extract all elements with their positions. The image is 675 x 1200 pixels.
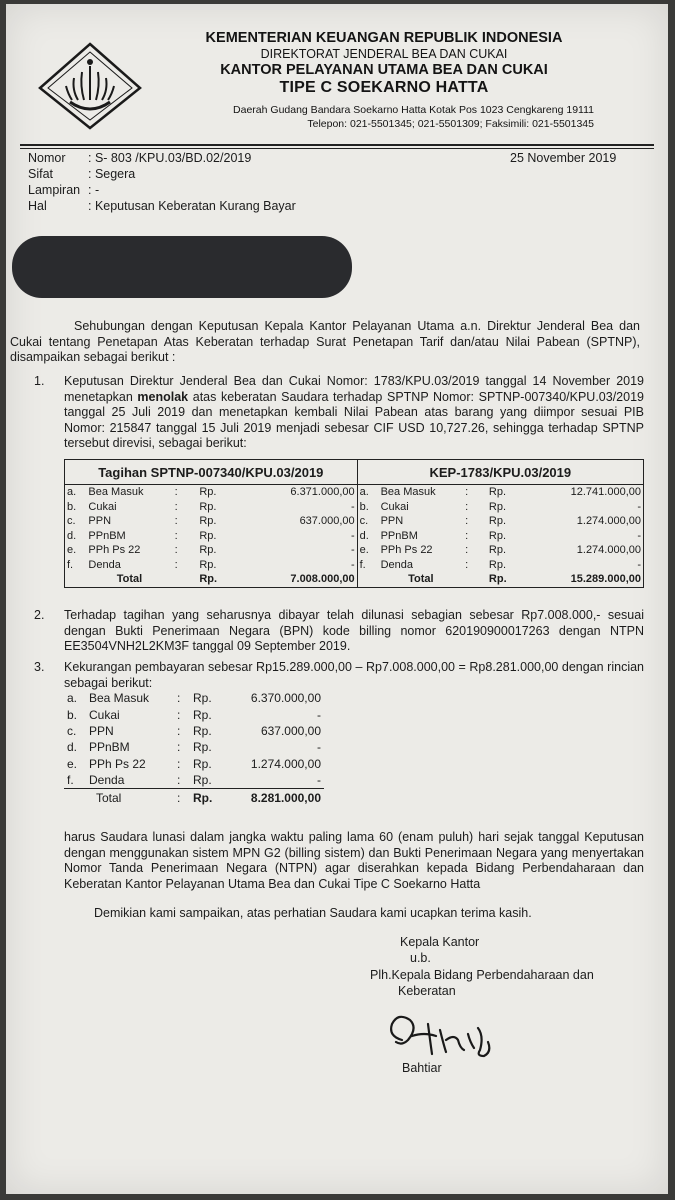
header-divider: [20, 144, 654, 146]
letter-page: [6, 4, 668, 1194]
closing-paragraph: harus Saudara lunasi dalam jangka waktu paling lama 60 (enam puluh) hari sejak tanggal Keputusan dengan menggunakan sistem MPN G2 (billing sistem) dan Bukti Penerimaan Negara yang menyertakan Nomor Tanda Penerimaan Negara (NTPN) agar diserahkan kepada Bidang Perbendaharaan dan Keberatan Kantor Pelayanan Utama Bea dan Cukai Tipe C Soekarno Hatta: [64, 830, 644, 891]
sifat-value: : Segera: [88, 167, 136, 181]
point1-text: [64, 374, 644, 452]
office-type: TIPE C SOEKARNO HATTA: [279, 79, 489, 96]
signer-role: Plh.Kepala Bidang Perbendaharaan dan: [370, 968, 594, 982]
signer-ub: u.b.: [410, 951, 431, 965]
table-row: f. Denda : Rp. - f. Denda : Rp. -: [65, 558, 644, 573]
letterhead: [174, 30, 594, 131]
header-divider-thin: [20, 148, 654, 149]
directorate-name: DIREKTORAT JENDERAL BEA DAN CUKAI: [260, 47, 508, 61]
redacted-recipient: [12, 236, 352, 298]
table-right-title: KEP-1783/KPU.03/2019: [357, 460, 643, 485]
nomor-value: : S- 803 /KPU.03/BD.02/2019: [88, 151, 252, 165]
table-row: b. Cukai : Rp. -: [67, 707, 321, 722]
office-name: KANTOR PELAYANAN UTAMA BEA DAN CUKAI: [220, 62, 548, 78]
point3-text: Kekurangan pembayaran sebesar Rp15.289.000,00 – Rp7.008.000,00 = Rp8.281.000,00 dengan rincian sebagai berikut:: [64, 660, 644, 690]
point2-text: Terhadap tagihan yang seharusnya dibayar telah dilunasi sebagian sebesar Rp7.008.000,- sesuai dengan Bukti Penerimaan Negara (BPN) kode billing nomor 620190900017263 dengan NTPN EE3504VNH2L2KM3F tanggal 09 September 2019.: [64, 608, 644, 653]
shortfall-total-row: Total : Rp. 8.281.000,00: [96, 790, 321, 805]
table-row: d. PPnBM : Rp. -: [67, 740, 321, 755]
point1-text-a: Keputusan Direktur Jenderal Bea dan Cukai Nomor: 1783/KPU.03/2019 tanggal 14 November 2019 menetapkan: [64, 374, 644, 404]
lampiran-label: Lampiran: [28, 183, 81, 197]
signer-name: Bahtiar: [402, 1061, 442, 1075]
table-row: b. Cukai : Rp. - b. Cukai : Rp. -: [65, 500, 644, 515]
point3-number: 3.: [34, 660, 45, 674]
table-row: a. Bea Masuk : Rp. 6.371.000,00 a. Bea Masuk : Rp. 12.741.000,00: [65, 485, 644, 500]
ministry-name: KEMENTERIAN KEUANGAN REPUBLIK INDONESIA: [205, 30, 563, 46]
table-row: e. PPh Ps 22 : Rp. 1.274.000,00: [67, 756, 321, 771]
sifat-label: Sifat: [28, 167, 54, 181]
table-row: d. PPnBM : Rp. - d. PPnBM : Rp. -: [65, 529, 644, 544]
point2-number: 2.: [34, 608, 45, 622]
hal-label: Hal: [28, 199, 47, 213]
closing-thanks: Demikian kami sampaikan, atas perhatian Saudara kami ucapkan terima kasih.: [94, 906, 532, 920]
nomor-label: Nomor: [28, 151, 66, 165]
signer-title: Kepala Kantor: [400, 935, 480, 949]
kemenkeu-logo: [36, 42, 144, 130]
office-phone: Telepon: 021-5501345; 021-5501309; Faksimili: 021-5501345: [307, 118, 594, 130]
table-row: e. PPh Ps 22 : Rp. - e. PPh Ps 22 : Rp. 1.274.000,00: [65, 543, 644, 558]
intro-paragraph: Sehubungan dengan Keputusan Kepala Kantor Pelayanan Utama a.n. Direktur Jenderal Bea dan Cukai tentang Penetapan Atas Keberatan terhadap Surat Penetapan Tarif dan/atau Nilai Pabean (SPTNP), disampaikan sebagai berikut :: [10, 319, 640, 364]
signer-role-cont: Keberatan: [398, 984, 456, 998]
point1-text-b: atas keberatan Saudara terhadap SPTNP Nomor: SPTNP-007340/KPU.03/2019 tanggal 25 Juli 2019 dan menetapkan kembali Nilai Pabean atas barang yang diimpor sesuai PIB Nomor: 215847 tanggal 15 Juli 2019 menjadi sebesar CIF USD 10,727.26, sehingga terhadap SPTNP tersebut direvisi, sebagai berikut:: [64, 389, 644, 450]
table-row: f. Denda : Rp. -: [64, 772, 324, 789]
hal-value: : Keputusan Keberatan Kurang Bayar: [88, 199, 296, 213]
table-total-row: Total Rp. 7.008.000,00 Total Rp. 15.289.000,00: [65, 572, 644, 587]
comparison-table: [64, 459, 644, 588]
office-address: Daerah Gudang Bandara Soekarno Hatta Kotak Pos 1023 Cengkareng 19111: [233, 104, 594, 116]
shortfall-table: [64, 690, 324, 806]
point1-decision: menolak: [137, 389, 189, 404]
table-row: c. PPN : Rp. 637.000,00 c. PPN : Rp. 1.274.000,00: [65, 514, 644, 529]
table-left-title: Tagihan SPTNP-007340/KPU.03/2019: [65, 460, 358, 485]
point1-number: 1.: [34, 374, 45, 388]
table-row: a. Bea Masuk : Rp. 6.370.000,00: [67, 691, 321, 706]
handwritten-signature: [384, 1006, 504, 1066]
table-row: c. PPN : Rp. 637.000,00: [67, 723, 321, 738]
letter-date: 25 November 2019: [510, 151, 617, 165]
lampiran-value: : -: [88, 183, 100, 197]
